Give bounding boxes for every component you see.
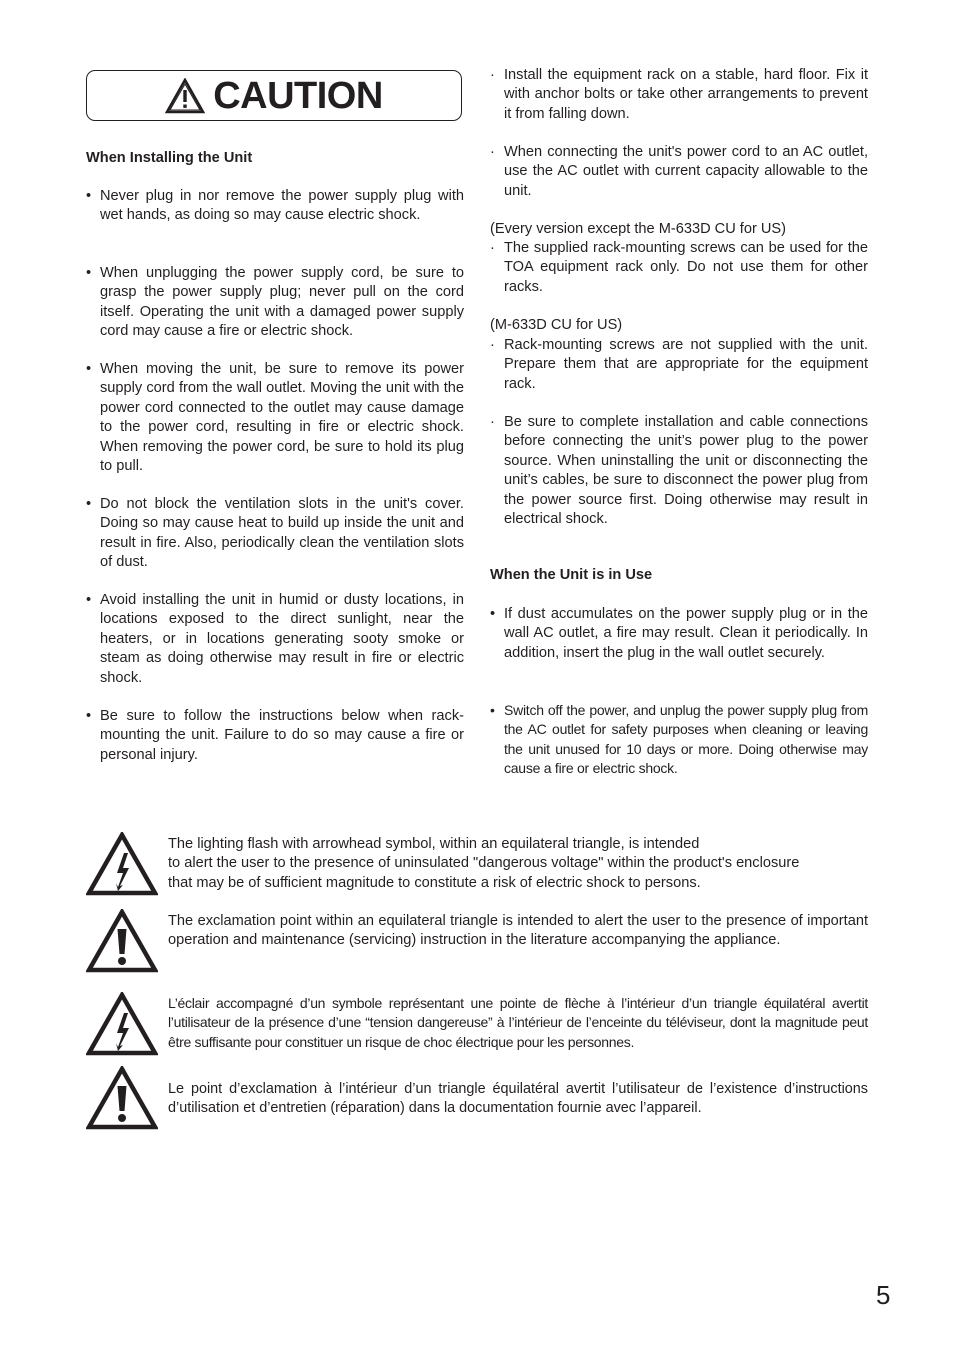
list-item: [490, 239, 868, 297]
item-text: If dust accumulates on the power supply plug or in the wall AC outlet, a fire may result. Clean it periodically. In addition, insert the plug in the wall outlet securely.: [504, 606, 868, 661]
list-item: [490, 143, 868, 201]
list-item: [86, 264, 464, 342]
exclamation-triangle-icon: [86, 1066, 158, 1130]
bullet-icon: •: [490, 702, 495, 718]
item-text: Be sure to follow the instructions below when rack-mounting the unit. Failure to do so may cause a fire or personal injury.: [100, 708, 464, 763]
list-item: [490, 605, 868, 663]
middot-icon: ·: [490, 414, 495, 430]
note-us-version: (M-633D CU for US): [490, 317, 623, 333]
item-text: Be sure to complete installation and cable connections before connecting the unit’s power plug to the power source. When uninstalling the unit or disconnecting the unit’s cables, be sure to disconnect the power plug from the power source first. Doing otherwise may result in electrical shock.: [504, 414, 868, 528]
list-item: [86, 360, 464, 476]
heading-in-use: When the Unit is in Use: [490, 567, 653, 583]
list-item: [86, 591, 464, 688]
text-line: that may be of sufficient magnitude to constitute a risk of electric shock to persons.: [168, 874, 701, 891]
lightning-triangle-icon: [86, 832, 158, 896]
bullet-icon: •: [490, 606, 496, 622]
warning-triangle-icon: [165, 78, 205, 114]
bullet-icon: •: [86, 592, 92, 608]
list-item: [490, 413, 868, 529]
item-text: Do not block the ventilation slots in the unit's cover. Doing so may cause heat to build up inside the unit and result in fire. Also, periodically clean the ventilation slots of dust.: [100, 496, 464, 571]
middot-icon: ·: [490, 240, 495, 256]
middot-icon: ·: [490, 144, 495, 160]
caution-title: CAUTION: [213, 74, 383, 117]
middot-icon: ·: [490, 67, 495, 83]
item-text: The supplied rack-mounting screws can be used for the TOA equipment rack only. Do not use them for other racks.: [504, 240, 868, 295]
note-every-version: (Every version except the M-633D CU for US): [490, 221, 787, 237]
bullet-icon: •: [86, 496, 92, 512]
caution-header: [86, 70, 462, 121]
exclamation-triangle-icon: [86, 909, 158, 973]
lightning-en-text: [168, 835, 868, 893]
item-text: Never plug in nor remove the power supply plug with wet hands, as doing so may cause electric shock.: [100, 188, 464, 224]
text-line: to alert the user to the presence of uninsulated "dangerous voltage" within the product's enclosure: [168, 855, 800, 872]
list-item: [490, 66, 868, 124]
bullet-icon: •: [86, 708, 92, 724]
lightning-fr-text: L’éclair accompagné d’un symbole représentant une pointe de flèche à l’intérieur d’un triangle équilatéral avertit l’utilisateur de la présence d’une “tension dangereuse” à l’intérieur de l’enceinte du téléviseur, dont la magnitude peut être suffisante pour constituer un risque de choc électrique pour les personnes.: [168, 995, 868, 1050]
item-text: Rack-mounting screws are not supplied with the unit. Prepare them that are appropriate for the equipment rack.: [504, 337, 868, 392]
heading-installing: When Installing the Unit: [86, 150, 253, 166]
list-item: [86, 707, 464, 765]
bullet-icon: •: [86, 188, 92, 204]
item-text: Avoid installing the unit in humid or dusty locations, in locations exposed to the direct sunlight, near the heaters, or in locations generating sooty smoke or steam as doing otherwise may result in fire or electric shock.: [100, 592, 464, 686]
item-text: When connecting the unit's power cord to an AC outlet, use the AC outlet with current capacity allowable to the unit.: [504, 144, 868, 199]
list-item: [490, 336, 868, 394]
text-line: The lighting flash with arrowhead symbol, within an equilateral triangle, is intended: [168, 836, 700, 852]
item-text: When unplugging the power supply cord, be sure to grasp the power supply plug; never pull on the cord itself. Operating the unit with a damaged power supply cord may cause a fire or electric shock.: [100, 265, 464, 340]
item-text: Switch off the power, and unplug the power supply plug from the AC outlet for safety purposes when cleaning or leaving the unit unused for 10 days or more. Doing otherwise may cause a fire or electric shock.: [504, 702, 868, 777]
bullet-icon: •: [86, 361, 92, 377]
page-number: 5: [876, 1280, 891, 1310]
exclamation-en-text: The exclamation point within an equilateral triangle is intended to alert the user to the presence of important operation and maintenance (servicing) instruction in the literature accompanying the appliance.: [168, 913, 868, 949]
item-text: Install the equipment rack on a stable, hard floor. Fix it with anchor bolts or take other arrangements to prevent it from falling down.: [504, 67, 868, 122]
lightning-triangle-icon: [86, 992, 158, 1056]
middot-icon: ·: [490, 337, 495, 353]
item-text: When moving the unit, be sure to remove its power supply cord from the wall outlet. Moving the unit with the power cord connected to the outlet may cause damage to the power cord, resulting in fire or electric shock. When removing the power cord, be sure to hold its plug to pull.: [100, 361, 464, 475]
exclamation-fr-text: Le point d’exclamation à l’intérieur d’un triangle équilatéral avertit l’utilisateur de l’existence d’instructions d’utilisation et d’entretien (réparation) dans la documentation fournie avec l’appareil.: [168, 1081, 868, 1117]
list-item: [490, 701, 868, 779]
bullet-icon: •: [86, 265, 92, 281]
list-item: [86, 187, 464, 226]
list-item: [86, 495, 464, 573]
